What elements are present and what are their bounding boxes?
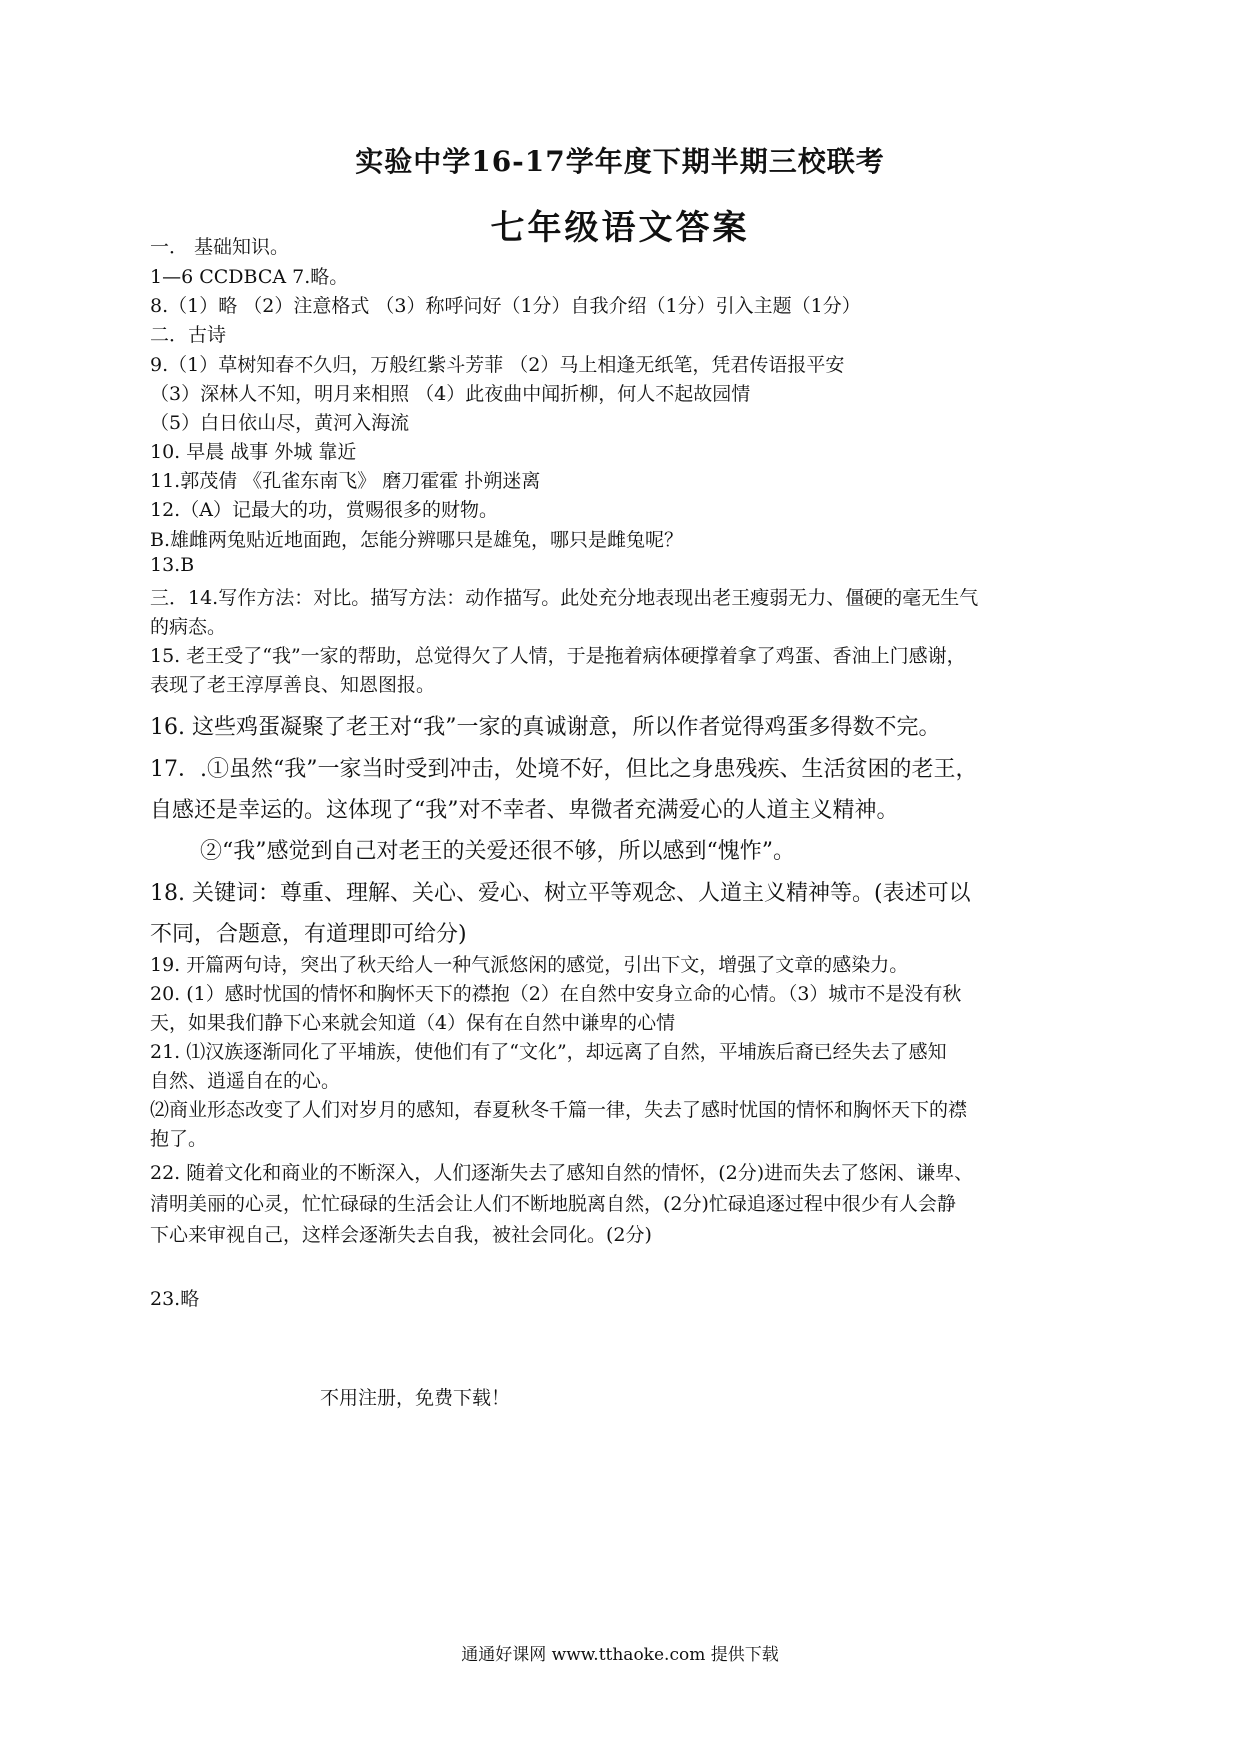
text-line: 不用注册，免费下载！ [320, 1387, 511, 1409]
text-line: 表现了老王淳厚善良、知恩图报。 [150, 674, 436, 696]
text-line: 自然、逍遥自在的心。 [150, 1070, 341, 1092]
title-line-1: 实验中学16-17学年度下期半期三校联考 [355, 145, 885, 178]
title-line-2: 七年级语文答案 [490, 208, 750, 248]
text-line: 自感还是幸运的。这体现了“我”对不幸者、卑微者充满爱心的人道主义精神。 [150, 798, 899, 823]
text-line: 抱了。 [150, 1128, 208, 1150]
text-line: 20. (1）感时忧国的情怀和胸怀天下的襟抱（2）在自然中安身立命的心情。（3）城市不是没有秋 [150, 983, 962, 1005]
text-line: 的病态。 [150, 616, 227, 638]
page-footer: 通通好课网 www.tthaoke.com 提供下载 [461, 1645, 779, 1665]
text-line: 21. ⑴汉族逐渐同化了平埔族，使他们有了“文化”，却远离了自然，平埔族后裔已经失去了感知 [150, 1041, 947, 1063]
text-line: 一． 基础知识。 [150, 236, 290, 258]
text-line: 清明美丽的心灵，忙忙碌碌的生活会让人们不断地脱离自然，(2分)忙碌追逐过程中很少有人会静 [150, 1193, 956, 1215]
text-line: 22. 随着文化和商业的不断深入，人们逐渐失去了感知自然的情怀，(2分)进而失去了悠闲、谦卑、 [150, 1162, 974, 1184]
text-line: ⑵商业形态改变了人们对岁月的感知，春夏秋冬千篇一律，失去了感时忧国的情怀和胸怀天下的襟 [150, 1099, 968, 1121]
text-line: 三．14.写作方法：对比。描写方法：动作描写。此处充分地表现出老王瘦弱无力、僵硬的毫无生气 [150, 587, 979, 609]
text-line: B.雄雌两兔贴近地面跑，怎能分辨哪只是雄兔，哪只是雌兔呢？ [150, 529, 684, 551]
text-line: ②“我”感觉到自己对老王的关爱还很不够，所以感到“愧怍”。 [200, 839, 795, 864]
text-line: 12.（A）记最大的功，赏赐很多的财物。 [150, 499, 498, 521]
text-line: 下心来审视自己，这样会逐渐失去自我，被社会同化。(2分) [150, 1224, 652, 1246]
text-line: 不同，合题意，有道理即可给分) [150, 922, 467, 947]
text-line: 13.B [150, 554, 195, 576]
text-line: （5）白日依山尽，黄河入海流 [150, 412, 410, 434]
text-line: 23.略 [150, 1288, 200, 1310]
text-line: 18. 关键词：尊重、理解、关心、爱心、树立平等观念、人道主义精神等。(表述可以 [150, 881, 971, 906]
text-line: 1—6 CCDBCA 7.略。 [150, 266, 349, 288]
text-line: （3）深林人不知，明月来相照 （4）此夜曲中闻折柳，何人不起故园情 [150, 383, 751, 405]
text-line: 15. 老王受了“我”一家的帮助，总觉得欠了人情，于是拖着病体硬撑着拿了鸡蛋、香油上门感谢， [150, 645, 966, 667]
text-line: 9.（1）草树知春不久归，万般红紫斗芳菲 （2）马上相逢无纸笔，凭君传语报平安 [150, 354, 845, 376]
text-line: 19. 开篇两句诗，突出了秋天给人一种气派悠闲的感觉，引出下文，增强了文章的感染力。 [150, 954, 909, 976]
text-line: 10. 早晨 战事 外城 靠近 [150, 441, 357, 463]
text-line: 16. 这些鸡蛋凝聚了老王对“我”一家的真诚谢意，所以作者觉得鸡蛋多得数不完。 [150, 715, 941, 740]
text-line: 17．.①虽然“我”一家当时受到冲击，处境不好，但比之身患残疾、生活贫困的老王， [150, 757, 978, 782]
text-line: 8.（1）略 （2）注意格式 （3）称呼问好（1分）自我介绍（1分）引入主题（1分） [150, 295, 861, 317]
text-line: 11.郭茂倩 《孔雀东南飞》 磨刀霍霍 扑朔迷离 [150, 470, 541, 492]
text-line: 二．古诗 [150, 324, 227, 346]
text-line: 天，如果我们静下心来就会知道（4）保有在自然中谦卑的心情 [150, 1012, 676, 1034]
